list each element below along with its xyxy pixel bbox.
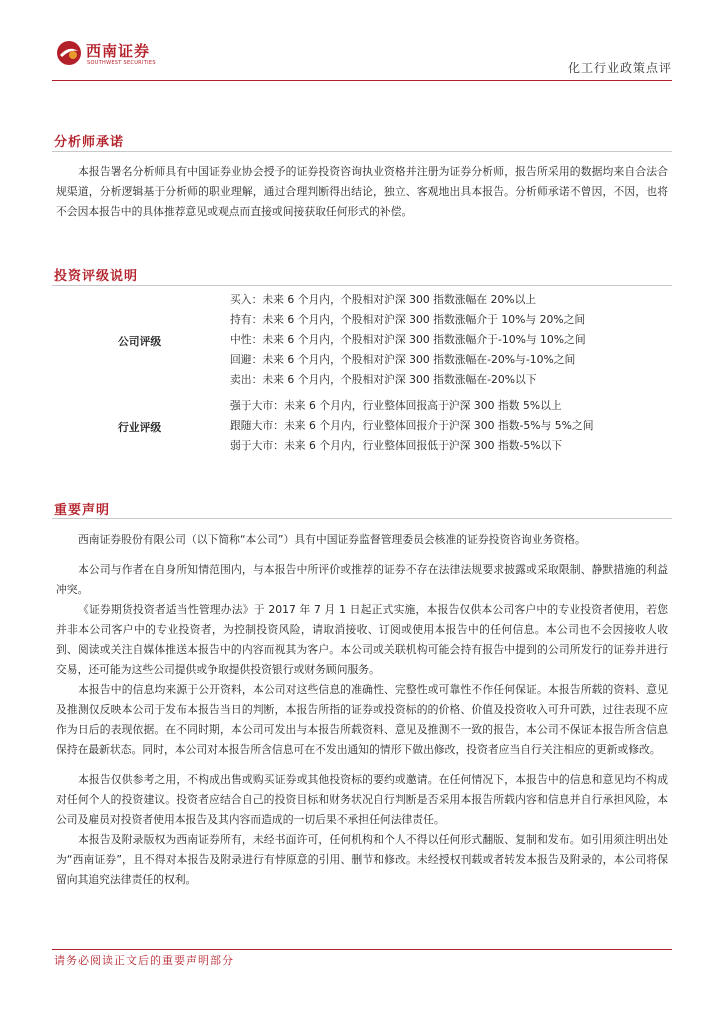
company-rating-hold: 持有：未来 6 个月内，个股相对沪深 300 指数涨幅介于 10%与 20%之间 (230, 313, 586, 326)
industry-rating-underperform: 弱于大市：未来 6 个月内，行业整体回报低于沪深 300 指数-5%以下 (230, 439, 563, 452)
industry-rating-label: 行业评级 (118, 421, 162, 434)
disclaimer-paragraph-suitability: 《证券期货投资者适当性管理办法》于 2017 年 7 月 1 日起正式实施，本报告仅供本公司客户中的专业投资者使用，若您并非本公司客户中的专业投资者，为控制投资风险，请取消接收、订阅或使用本报告中的任何信息。本公司也不会因接收人收到、阅读或关注自媒体推送本报告中的内容而视其为客户。本公司或关联机构可能会持有报告中提到的公司所发行的证券并进行交易，还可能为这些公司提供或争取提供投资银行或财务顾问服务。 (56, 603, 668, 676)
disclaimer-section-title: 重要声明 (54, 503, 111, 518)
disclaimer-paragraph-copyright: 本报告及附录版权为西南证券所有，未经书面许可，任何机构和个人不得以任何形式翻版、复制和发布。如引用须注明出处为“西南证券”，且不得对本报告及附录进行有悖原意的引用、删节和修改。未经授权刊载或者转发本报告及附录的，本公司将保留向其追究法律责任的权利。 (56, 833, 668, 886)
disclaimer-paragraph-qualification: 西南证券股份有限公司（以下简称“本公司”）具有中国证券监督管理委员会核准的证券投资咨询业务资格。 (78, 533, 586, 546)
analyst-statement: 本报告署名分析师具有中国证券业协会授予的证券投资咨询执业资格并注册为证券分析师，报告所采用的数据均来自合法合规渠道，分析逻辑基于分析师的职业理解，通过合理判断得出结论，独立、客观地出具本报告。分析师承诺不曾因，不因，也将不会因本报告中的具体推荐意见或观点而直接或间接获取任何形式的补偿。 (56, 165, 668, 218)
logo-text-en: SOUTHWEST SECURITIES (87, 60, 156, 66)
header-divider (52, 80, 672, 81)
company-rating-sell: 卖出：未来 6 个月内，个股相对沪深 300 指数涨幅在-20%以下 (230, 373, 537, 386)
disclaimer-paragraph-information: 本报告中的信息均来源于公开资料，本公司对这些信息的准确性、完整性或可靠性不作任何保证。本报告所载的资料、意见及推测仅反映本公司于发布本报告当日的判断，本报告所指的证券或投资标的的价格、价值及投资收入可升可跌，过往表现不应作为日后的表现依据。在不同时期，本公司可发出与本报告所载资料、意见及推测不一致的报告，本公司不保证本报告所含信息保持在最新状态。同时，本公司对本报告所含信息可在不发出通知的情形下做出修改，投资者应当自行关注相应的更新或修改。 (56, 683, 668, 756)
company-rating-avoid: 回避：未来 6 个月内，个股相对沪深 300 指数涨幅在-20%与-10%之间 (230, 353, 576, 366)
footer-notice: 请务必阅读正文后的重要声明部分 (54, 954, 234, 967)
industry-rating-outperform: 强于大市：未来 6 个月内，行业整体回报高于沪深 300 指数 5%以上 (230, 399, 562, 412)
company-rating-label: 公司评级 (118, 335, 162, 348)
analyst-section-divider (52, 151, 672, 152)
page-header (0, 0, 724, 82)
industry-rating-inline: 跟随大市：未来 6 个月内，行业整体回报介于沪深 300 指数-5%与 5%之间 (230, 419, 594, 432)
analyst-section-title: 分析师承诺 (54, 135, 125, 150)
company-logo (56, 40, 156, 72)
company-rating-buy: 买入：未来 6 个月内，个股相对沪深 300 指数涨幅在 20%以上 (230, 293, 537, 306)
logo-text-cn: 西南证券 (86, 42, 151, 60)
report-category-title: 化工行业政策点评 (567, 61, 672, 75)
rating-section-title: 投资评级说明 (54, 269, 139, 284)
disclaimer-section-divider (52, 518, 672, 519)
rating-section-divider (52, 285, 672, 286)
logo-emblem-icon (56, 40, 82, 66)
disclaimer-paragraph-conflict: 本公司与作者在自身所知情范围内，与本报告中所评价或推荐的证券不存在法律法规要求披露或采取限制、静默措施的利益冲突。 (56, 563, 668, 596)
company-rating-neutral: 中性：未来 6 个月内，个股相对沪深 300 指数涨幅介于-10%与 10%之间 (230, 333, 586, 346)
disclaimer-paragraph-reference: 本报告仅供参考之用，不构成出售或购买证券或其他投资标的要约或邀请。在任何情况下，本报告中的信息和意见均不构成对任何个人的投资建议。投资者应结合自己的投资目标和财务状况自行判断是否采用本报告所载内容和信息并自行承担风险，本公司及雇员对投资者使用本报告及其内容而造成的一切后果不承担任何法律责任。 (56, 773, 668, 826)
footer-divider (52, 949, 672, 950)
